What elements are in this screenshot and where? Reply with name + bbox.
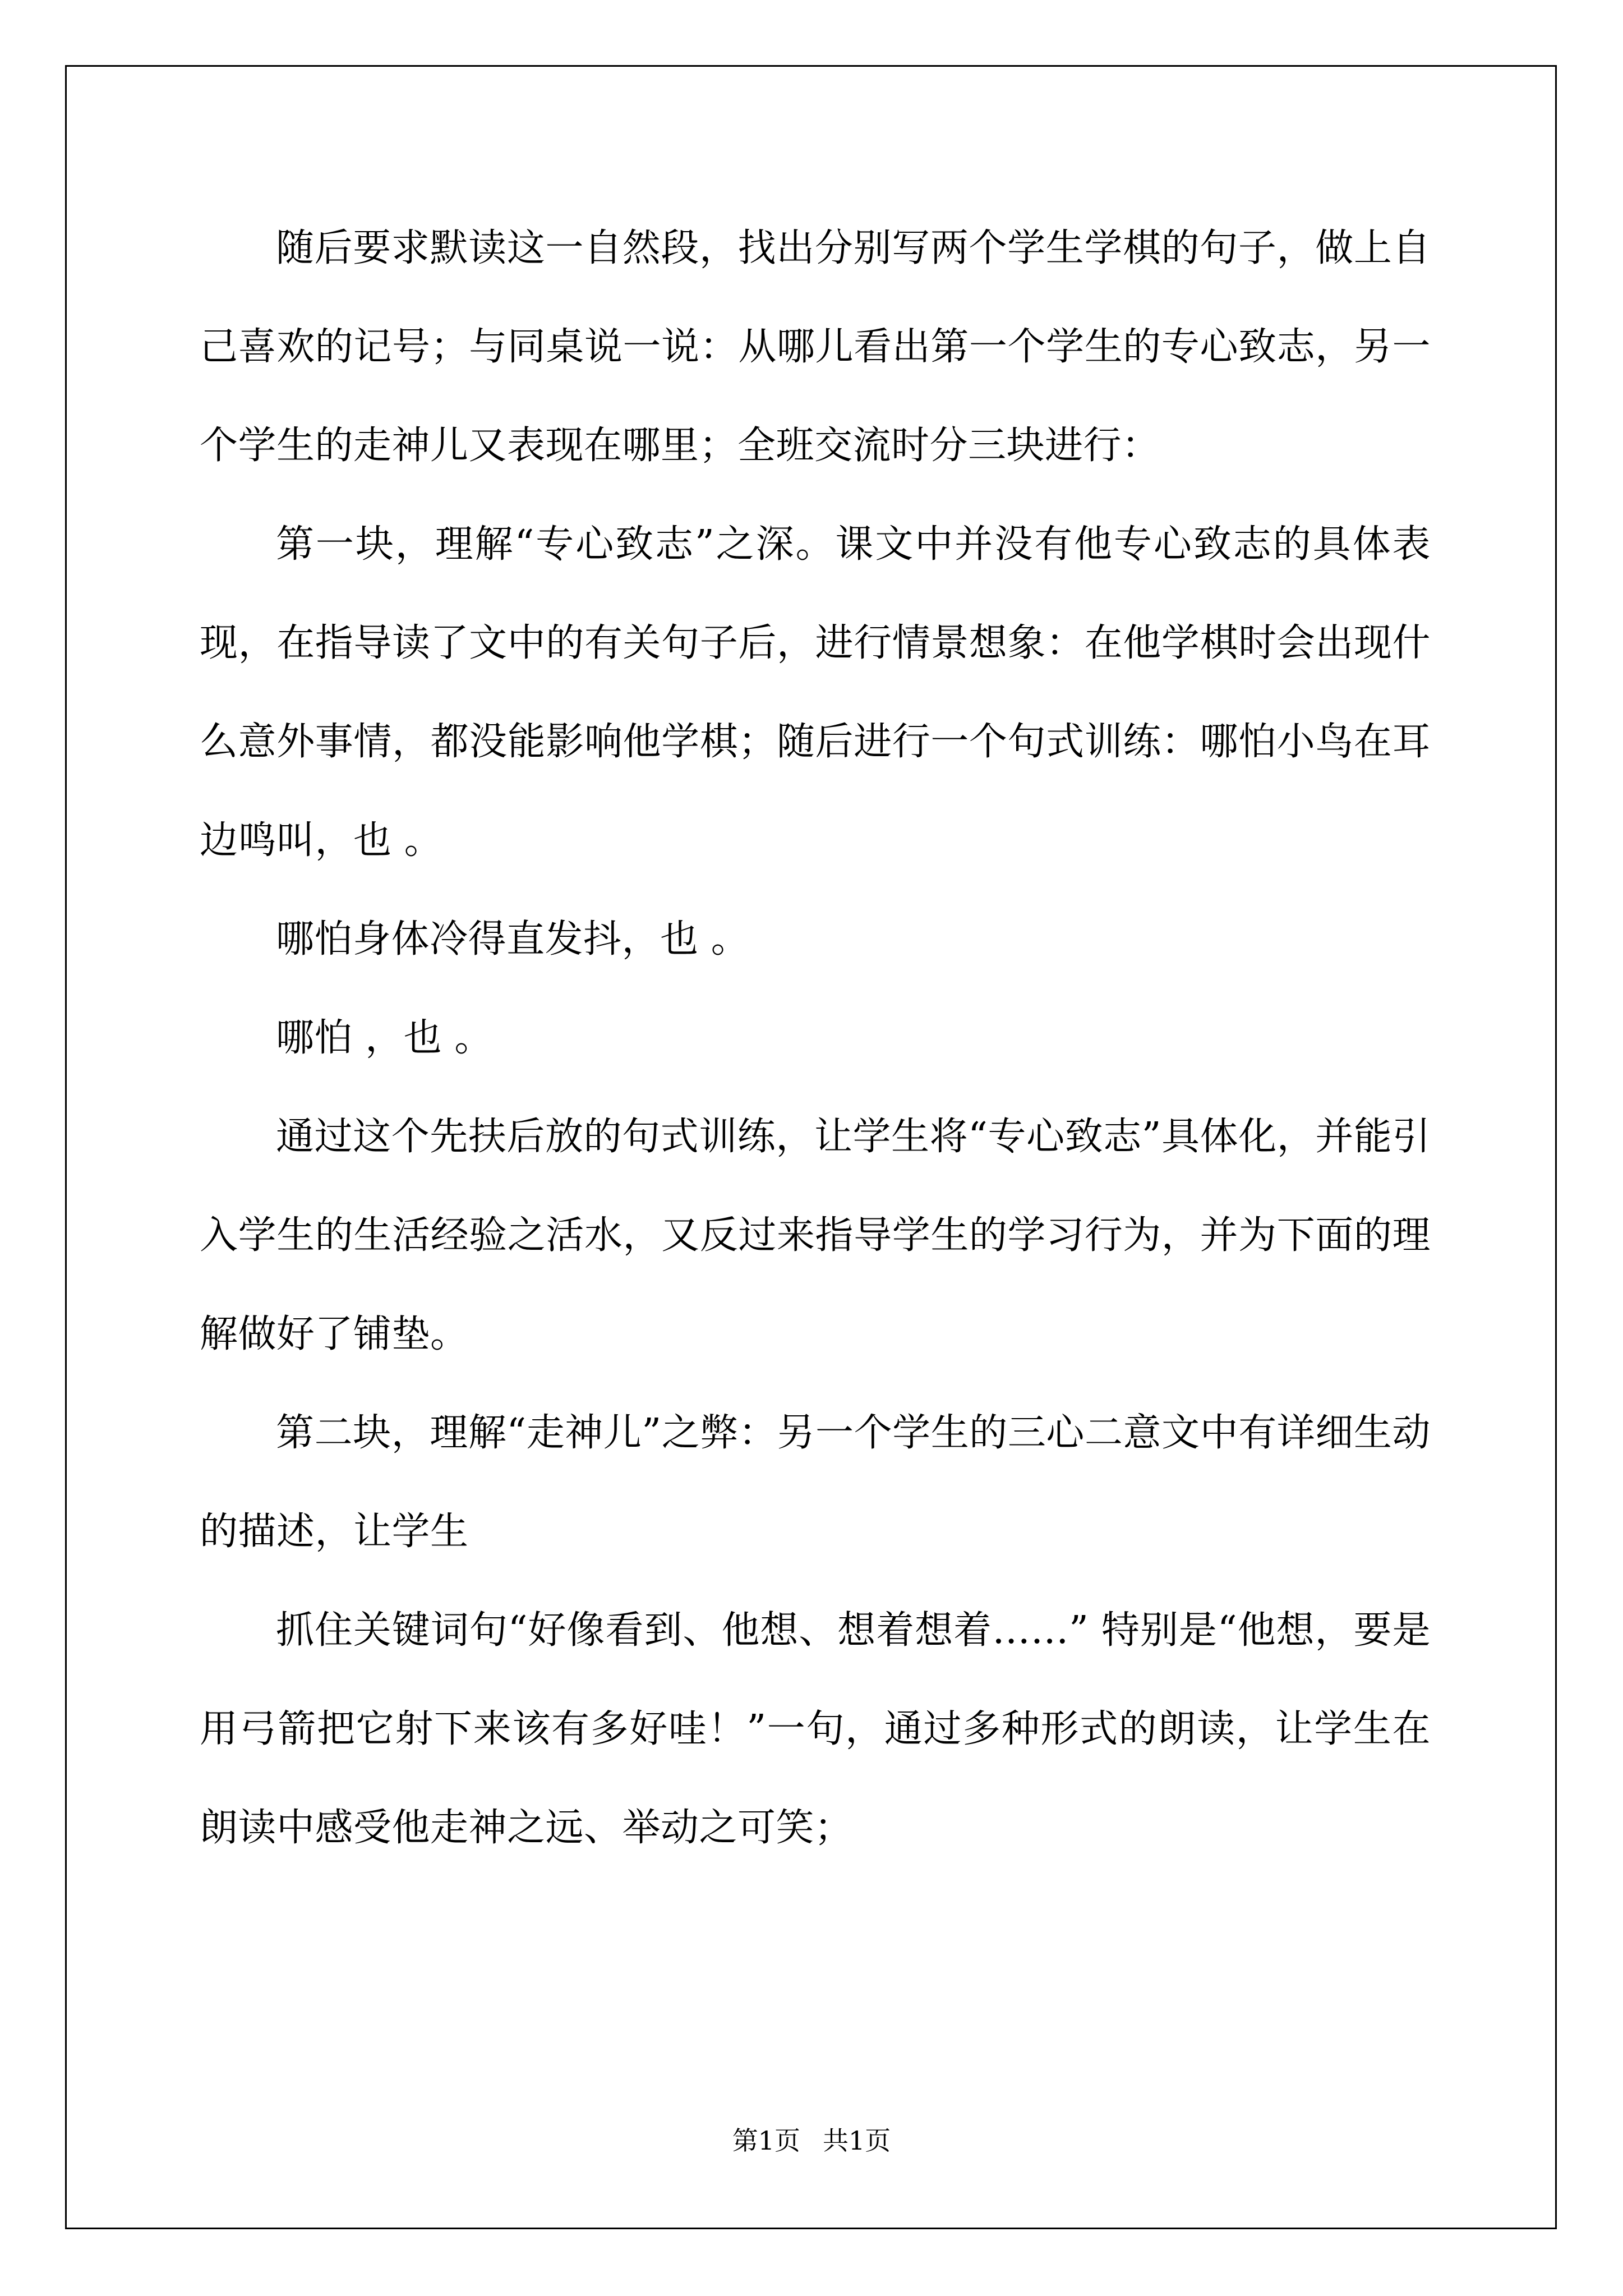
document-body xyxy=(200,199,1431,1878)
page-number-total: 共1页 xyxy=(823,2125,891,2156)
paragraph-7: 抓住关键词句“好像看到、他想、想着想着……” 特别是“他想，要是用弓箭把它射下来该有多好哇！”一句，通过多种形式的朗读，让学生在朗读中感受他走神之远、举动之可笑； xyxy=(200,1608,1431,1850)
page-footer xyxy=(0,2120,1623,2157)
paragraph-2: 第一块，理解“专心致志”之深。课文中并没有他专心致志的具体表现，在指导读了文中的有关句子后，进行情景想象：在他学棋时会出现什么意外事情，都没能影响他学棋；随后进行一个句式训练：哪怕小鸟在耳边鸣叫，也 。 xyxy=(200,522,1431,863)
paragraph-5: 通过这个先扶后放的句式训练，让学生将“专心致志”具体化，并能引入学生的生活经验之活水，又反过来指导学生的学习行为，并为下面的理解做好了铺垫。 xyxy=(200,1115,1431,1356)
paragraph-3: 哪怕身体冷得直发抖，也 。 xyxy=(276,917,750,961)
page-number-current: 第1页 xyxy=(732,2125,800,2156)
paragraph-6: 第二块，理解“走神儿”之弊：另一个学生的三心二意文中有详细生动的描述，让学生 xyxy=(200,1411,1431,1554)
paragraph-4: 哪怕 ，也 。 xyxy=(276,1016,493,1060)
paragraph-1: 随后要求默读这一自然段，找出分别写两个学生学棋的句子，做上自己喜欢的记号；与同桌说一说：从哪儿看出第一个学生的专心致志，另一个学生的走神儿又表现在哪里；全班交流时分三块进行： xyxy=(200,226,1431,468)
